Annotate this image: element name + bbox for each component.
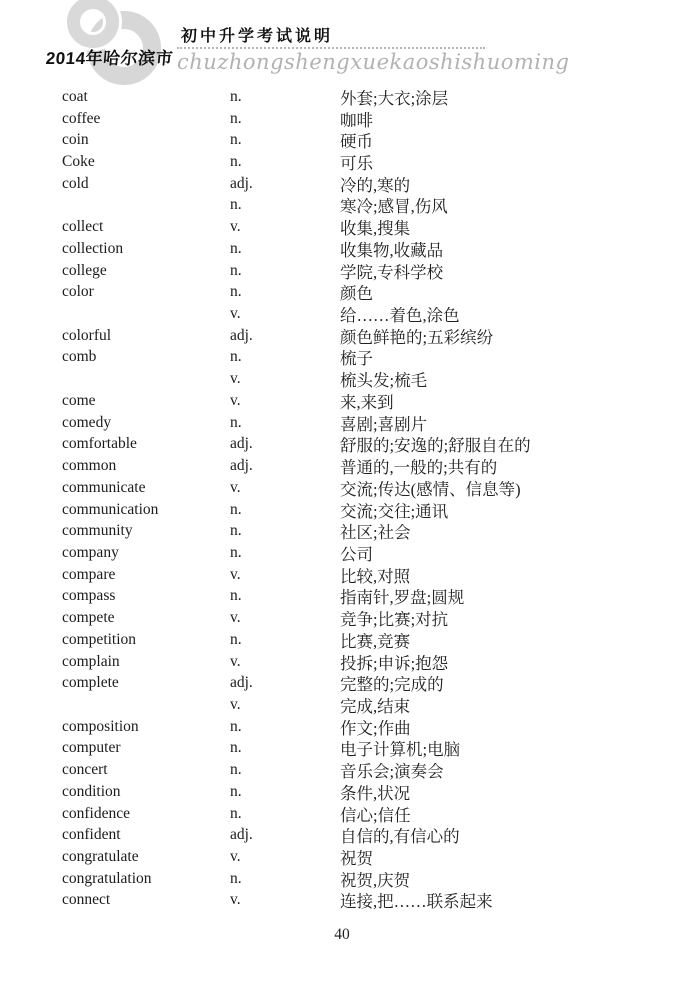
pos-cell: n. (230, 522, 242, 540)
definition-cell: 交流;交往;通讯 (340, 501, 449, 521)
vocab-row (62, 607, 668, 629)
definition-cell: 硬币 (340, 132, 373, 152)
word-cell: comb (62, 348, 97, 366)
vocab-list (62, 86, 668, 911)
edition-label: 2014年哈尔滨市 (44, 49, 174, 68)
vocab-row (62, 216, 668, 238)
definition-cell: 完成,结束 (340, 696, 411, 716)
vocab-row (62, 868, 668, 890)
pos-cell: n. (230, 761, 242, 779)
definition-cell: 条件,状况 (340, 783, 411, 803)
definition-cell: 电子计算机;电脑 (340, 740, 461, 760)
vocab-row (62, 477, 668, 499)
word-cell: concert (62, 761, 108, 779)
definition-cell: 祝贺 (340, 849, 373, 869)
dotted-divider (177, 47, 485, 49)
pos-cell: v. (230, 305, 241, 323)
definition-cell: 普通的,一般的;共有的 (340, 458, 498, 478)
word-cell: coin (62, 131, 89, 149)
word-cell: coffee (62, 109, 101, 127)
word-cell: color (62, 283, 94, 301)
pos-cell: n. (230, 196, 242, 214)
pos-cell: n. (230, 348, 242, 366)
definition-cell: 外套;大衣;涂层 (340, 88, 449, 108)
pos-cell: n. (230, 109, 242, 127)
word-cell: community (62, 522, 133, 540)
pos-cell: v. (230, 652, 241, 670)
pos-cell: n. (230, 869, 242, 887)
word-cell: compare (62, 565, 116, 583)
definition-cell: 寒冷;感冒,伤风 (340, 197, 448, 217)
word-cell: condition (62, 782, 121, 800)
vocab-row (62, 347, 668, 369)
vocab-row (62, 586, 668, 608)
definition-cell: 信心;信任 (340, 805, 411, 825)
word-cell: connect (62, 891, 111, 909)
definition-cell: 交流;传达(感情、信息等) (340, 479, 521, 499)
vocab-row (62, 651, 668, 673)
word-cell: communicate (62, 478, 146, 496)
definition-cell: 比较,对照 (340, 566, 411, 586)
definition-cell: 投拆;申诉;抱怨 (340, 653, 449, 673)
word-cell: colorful (62, 326, 112, 344)
vocab-row (62, 390, 668, 412)
pos-cell: n. (230, 87, 242, 105)
pos-cell: n. (230, 283, 242, 301)
pos-cell: adj. (230, 457, 253, 475)
pinyin-subtitle: chuzhongshengxuekaoshishuoming (177, 50, 570, 74)
definition-cell: 音乐会;演奏会 (340, 762, 444, 782)
pos-cell: n. (230, 239, 242, 257)
vocab-row (62, 129, 668, 151)
definition-cell: 可乐 (340, 154, 373, 174)
vocab-row (62, 803, 668, 825)
vocab-row (62, 890, 668, 912)
vocab-row (62, 520, 668, 542)
vocab-row (62, 173, 668, 195)
pos-cell: n. (230, 261, 242, 279)
pos-cell: n. (230, 739, 242, 757)
vocab-row (62, 846, 668, 868)
pos-cell: n. (230, 630, 242, 648)
pos-cell: n. (230, 782, 242, 800)
definition-cell: 收集物,收藏品 (340, 240, 444, 260)
word-cell: Coke (62, 153, 95, 171)
pos-cell: adj. (230, 674, 253, 692)
vocab-row (62, 368, 668, 390)
definition-cell: 冷的,寒的 (340, 175, 411, 195)
word-cell: company (62, 543, 119, 561)
pos-cell: v. (230, 891, 241, 909)
pos-cell: adj. (230, 174, 253, 192)
word-cell: congratulation (62, 869, 152, 887)
vocab-row (62, 238, 668, 260)
definition-cell: 颜色鲜艳的;五彩缤纷 (340, 327, 494, 347)
vocab-row (62, 195, 668, 217)
pos-cell: v. (230, 478, 241, 496)
page-title: 初中升学考试说明 (181, 28, 334, 45)
vocab-row (62, 108, 668, 130)
vocab-row (62, 260, 668, 282)
word-cell: collect (62, 218, 104, 236)
pos-cell: adj. (230, 435, 253, 453)
vocab-row (62, 694, 668, 716)
word-cell: comfortable (62, 435, 137, 453)
pos-cell: n. (230, 543, 242, 561)
pos-cell: adj. (230, 826, 253, 844)
vocab-row (62, 325, 668, 347)
definition-cell: 喜剧;喜剧片 (340, 414, 428, 434)
word-cell: computer (62, 739, 121, 757)
definition-cell: 来,来到 (340, 392, 394, 412)
vocab-row (62, 499, 668, 521)
pos-cell: v. (230, 848, 241, 866)
word-cell: confidence (62, 804, 130, 822)
vocab-row (62, 86, 668, 108)
pos-cell: n. (230, 413, 242, 431)
word-cell: comedy (62, 413, 112, 431)
pos-cell: n. (230, 717, 242, 735)
vocab-row (62, 303, 668, 325)
page-number: 40 (334, 926, 350, 943)
vocab-row (62, 455, 668, 477)
pos-cell: n. (230, 500, 242, 518)
word-cell: complain (62, 652, 120, 670)
vocab-row (62, 281, 668, 303)
vocab-row (62, 151, 668, 173)
definition-cell: 给……着色,涂色 (340, 306, 460, 326)
word-cell: congratulate (62, 848, 139, 866)
pos-cell: n. (230, 153, 242, 171)
word-cell: cold (62, 174, 89, 192)
pos-cell: n. (230, 131, 242, 149)
word-cell: common (62, 457, 117, 475)
definition-cell: 学院,专科学校 (340, 262, 444, 282)
pos-cell: v. (230, 695, 241, 713)
word-cell: coat (62, 87, 88, 105)
pos-cell: n. (230, 804, 242, 822)
pos-cell: adj. (230, 326, 253, 344)
vocab-row (62, 824, 668, 846)
vocab-row (62, 781, 668, 803)
word-cell: communication (62, 500, 159, 518)
definition-cell: 自信的,有信心的 (340, 827, 460, 847)
pos-cell: v. (230, 609, 241, 627)
pos-cell: v. (230, 218, 241, 236)
word-cell: competition (62, 630, 137, 648)
word-cell: compete (62, 609, 115, 627)
word-cell: confident (62, 826, 121, 844)
vocab-row (62, 412, 668, 434)
vocab-row (62, 629, 668, 651)
definition-cell: 收集,搜集 (340, 219, 411, 239)
definition-cell: 竞争;比赛;对抗 (340, 610, 449, 630)
pos-cell: v. (230, 391, 241, 409)
definition-cell: 祝贺,庆贺 (340, 870, 411, 890)
word-cell: complete (62, 674, 119, 692)
definition-cell: 颜色 (340, 284, 373, 304)
pos-cell: v. (230, 565, 241, 583)
definition-cell: 完整的;完成的 (340, 675, 444, 695)
definition-cell: 咖啡 (340, 110, 373, 130)
definition-cell: 梳头发;梳毛 (340, 371, 428, 391)
vocab-row (62, 738, 668, 760)
word-cell: compass (62, 587, 116, 605)
vocab-row (62, 759, 668, 781)
definition-cell: 指南针,罗盘;圆规 (340, 588, 465, 608)
vocab-row (62, 542, 668, 564)
word-cell: come (62, 391, 96, 409)
vocab-row (62, 434, 668, 456)
vocab-row (62, 672, 668, 694)
vocab-row (62, 564, 668, 586)
pos-cell: v. (230, 370, 241, 388)
definition-cell: 社区;社会 (340, 523, 411, 543)
word-cell: composition (62, 717, 139, 735)
definition-cell: 梳子 (340, 349, 373, 369)
vocab-row (62, 716, 668, 738)
definition-cell: 公司 (340, 544, 373, 564)
definition-cell: 作文;作曲 (340, 718, 411, 738)
pos-cell: n. (230, 587, 242, 605)
definition-cell: 连接,把……联系起来 (340, 892, 493, 912)
definition-cell: 比赛,竞赛 (340, 631, 411, 651)
definition-cell: 舒服的;安逸的;舒服自在的 (340, 436, 531, 456)
word-cell: collection (62, 239, 124, 257)
word-cell: college (62, 261, 107, 279)
